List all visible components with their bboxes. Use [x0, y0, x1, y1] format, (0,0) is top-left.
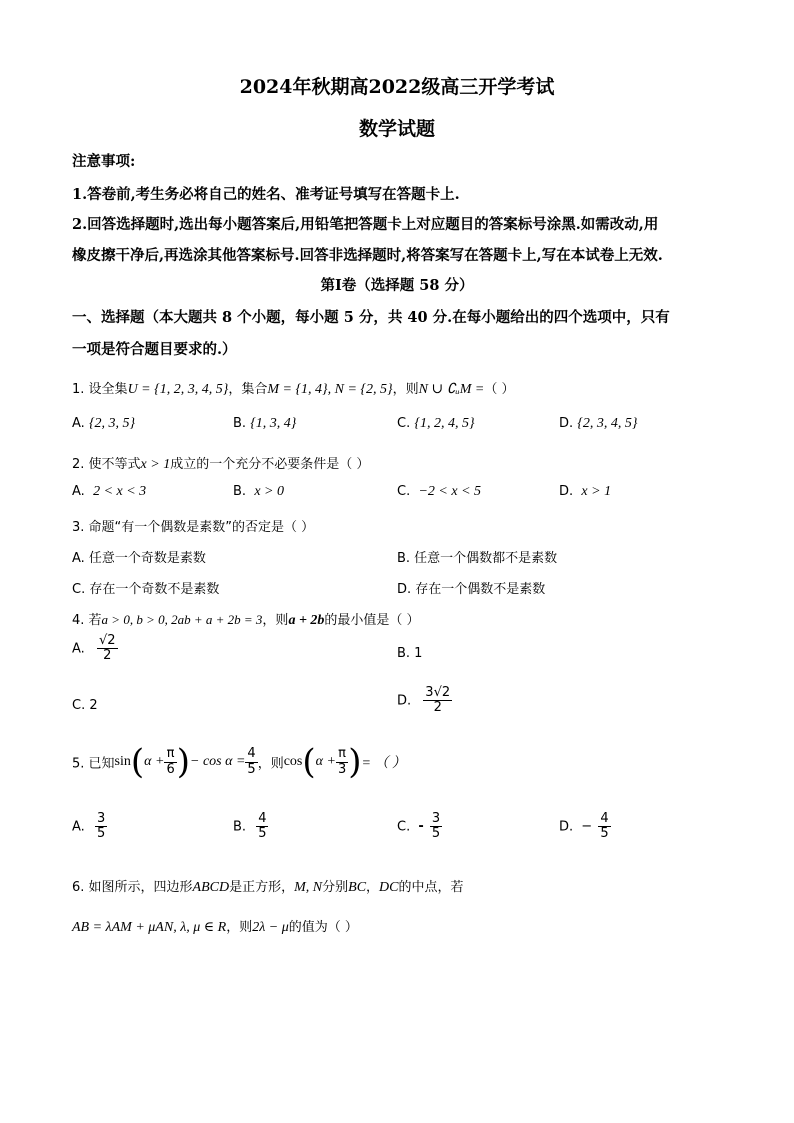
q4-option-d[interactable]: D. $\frac{3√2}{2}$: [397, 685, 451, 716]
q6-vector-expr: AB = λAM + μAN, λ, μ ∈ R: [72, 920, 227, 935]
q1-option-a[interactable]: A. {2, 3, 5}: [72, 416, 136, 431]
q2-option-a[interactable]: A. 2 < x < 3: [72, 484, 147, 499]
notice-item-2-line-2: 橡皮擦干净后,再选涂其他答案标号.回答非选择题时,将答案写在答题卡上,写在本试卷上无效.: [72, 247, 663, 264]
q2-option-b[interactable]: B. x > 0: [233, 484, 284, 499]
section-heading-line-1: 一、选择题（本大题共 8 个小题，每小题 5 分，共 40 分.在每小题给出的四个选项中，只有: [72, 309, 670, 326]
q1-option-d[interactable]: D. {2, 3, 4, 5}: [559, 416, 638, 431]
section-heading-line-2: 一项是符合题目要求的.）: [72, 341, 237, 358]
q1-option-b[interactable]: B. {1, 3, 4}: [233, 416, 297, 431]
q3-option-c[interactable]: C. 存在一个奇数不是素数: [72, 582, 220, 597]
notice-item-2-line-1: 2.回答选择题时,选出每小题答案后,用铅笔把答题卡上对应题目的答案标号涂黑.如需改动,用: [72, 216, 659, 233]
q5-option-c[interactable]: C. - $\frac{3}{5}$: [397, 811, 441, 842]
question-4: 4. 若a > 0, b > 0, 2ab + a + 2b = 3，则a + 2b的最小值是（ ）: [72, 612, 420, 628]
q5-option-d[interactable]: D. − $\frac{4}{5}$: [559, 811, 609, 842]
notice-item-1: 1.答卷前,考生务必将自己的姓名、准考证号填写在答题卡上.: [72, 186, 460, 203]
q2-option-d[interactable]: D. x > 1: [559, 484, 612, 499]
q1-option-c[interactable]: C. {1, 2, 4, 5}: [397, 416, 475, 431]
q5-option-b[interactable]: B. $\frac{4}{5}$: [233, 811, 267, 842]
q4-option-a[interactable]: A. $\frac{√2}{2}$: [72, 633, 116, 664]
exam-title: 2024年秋期高2022级高三开学考试: [239, 76, 555, 98]
question-5: 5. 已知sin(α + $\frac{\pi}{6}$ )− cos α = $\frac{4}{5}$ ，则cos(α + $\frac{\pi}{3}$ )= （ ）: [72, 742, 406, 782]
notice-heading: 注意事项:: [72, 153, 136, 170]
q3-option-b[interactable]: B. 任意一个偶数都不是素数: [397, 551, 558, 566]
q4-option-c[interactable]: C. 2: [72, 698, 98, 713]
q1-expr: N ∪ ∁ᵤM =: [418, 382, 485, 397]
question-1: 1. 设全集U = {1, 2, 3, 4, 5}，集合M = {1, 4}, N = {2, 5}，则N ∪ ∁ᵤM =（ ）: [72, 382, 515, 397]
question-6-line-2: AB = λAM + μAN, λ, μ ∈ R，则2λ − μ的值为（ ）: [72, 920, 358, 935]
question-2: 2. 使不等式x > 1成立的一个充分不必要条件是（ ）: [72, 457, 370, 472]
exam-subtitle: 数学试题: [358, 118, 435, 140]
q4-option-b[interactable]: B. 1: [397, 646, 423, 661]
question-6: 6. 如图所示，四边形ABCD是正方形，M, N分别BC，DC的中点，若: [72, 880, 464, 895]
q3-option-d[interactable]: D. 存在一个偶数不是素数: [397, 582, 546, 597]
q5-option-a[interactable]: A. $\frac{3}{5}$: [72, 811, 106, 842]
q3-option-a[interactable]: A. 任意一个奇数是素数: [72, 551, 206, 566]
q1-set-mn: M = {1, 4}, N = {2, 5}: [267, 382, 393, 397]
part-title: 第Ⅰ卷（选择题 58 分）: [320, 277, 474, 294]
q1-prefix: 设全集: [88, 382, 128, 397]
question-3: 3. 命题“有一个偶数是素数”的否定是（ ）: [72, 520, 315, 535]
q1-set-u: U = {1, 2, 3, 4, 5}: [127, 382, 229, 397]
q2-option-c[interactable]: C. −2 < x < 5: [397, 484, 482, 499]
